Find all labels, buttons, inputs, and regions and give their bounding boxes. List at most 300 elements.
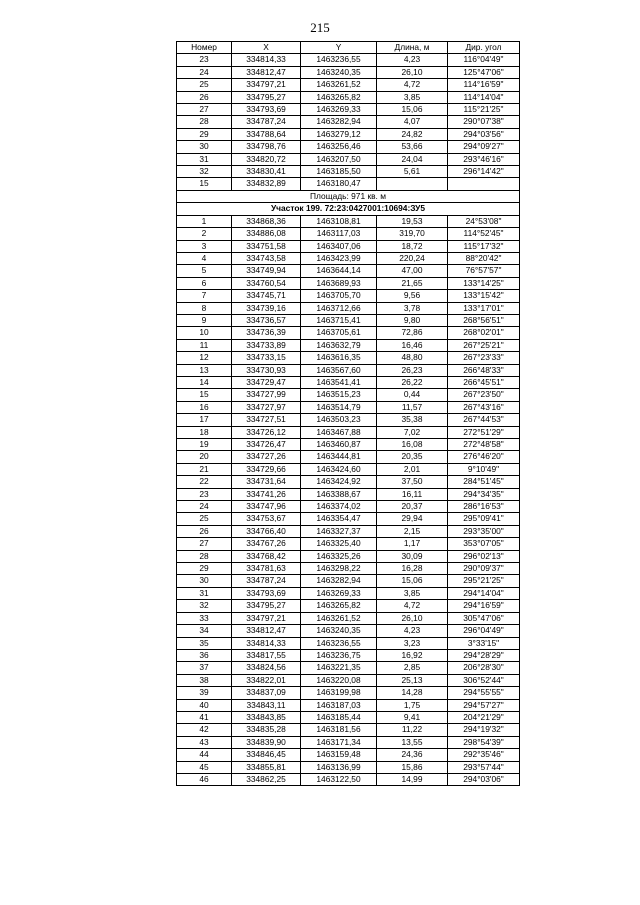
point-number-cell: 29 xyxy=(177,128,232,140)
table-row xyxy=(177,153,520,165)
y-cell: 1463265,82 xyxy=(301,600,377,612)
y-cell: 1463269,33 xyxy=(301,104,377,116)
table-row xyxy=(177,290,520,302)
table-row xyxy=(177,91,520,103)
y-cell: 1463715,41 xyxy=(301,314,377,326)
x-cell: 334733,89 xyxy=(232,339,301,351)
point-number-cell: 30 xyxy=(177,141,232,153)
angle-cell: 204°21'29" xyxy=(448,711,520,723)
length-cell: 2,15 xyxy=(377,525,448,537)
x-cell: 334766,40 xyxy=(232,525,301,537)
length-cell: 24,82 xyxy=(377,128,448,140)
page-number: 215 xyxy=(310,20,330,35)
header-number: Номер xyxy=(177,42,232,54)
y-cell: 1463136,99 xyxy=(301,761,377,773)
table-row xyxy=(177,265,520,277)
angle-cell: 268°02'01" xyxy=(448,327,520,339)
x-cell: 334787,24 xyxy=(232,116,301,128)
table-header-row xyxy=(177,42,520,54)
table-row xyxy=(177,314,520,326)
y-cell: 1463236,75 xyxy=(301,649,377,661)
point-number-cell: 26 xyxy=(177,91,232,103)
length-cell: 26,10 xyxy=(377,612,448,624)
angle-cell: 353°07'05" xyxy=(448,538,520,550)
table-row xyxy=(177,327,520,339)
angle-cell: 268°56'51" xyxy=(448,314,520,326)
length-cell: 14,28 xyxy=(377,687,448,699)
y-cell: 1463185,50 xyxy=(301,166,377,178)
angle-cell: 267°43'16" xyxy=(448,401,520,413)
x-cell: 334745,71 xyxy=(232,290,301,302)
x-cell: 334739,16 xyxy=(232,302,301,314)
y-cell: 1463689,93 xyxy=(301,277,377,289)
length-cell: 13,55 xyxy=(377,736,448,748)
y-cell: 1463705,70 xyxy=(301,290,377,302)
point-number-cell: 25 xyxy=(177,79,232,91)
angle-cell: 276°46'20" xyxy=(448,451,520,463)
length-cell: 53,66 xyxy=(377,141,448,153)
length-cell: 20,37 xyxy=(377,501,448,513)
table-row xyxy=(177,761,520,773)
point-number-cell: 30 xyxy=(177,575,232,587)
y-cell: 1463514,79 xyxy=(301,401,377,413)
y-cell: 1463567,60 xyxy=(301,364,377,376)
table-row xyxy=(177,773,520,785)
length-cell: 9,56 xyxy=(377,290,448,302)
length-cell: 0,44 xyxy=(377,389,448,401)
angle-cell xyxy=(448,178,520,190)
y-cell: 1463632,79 xyxy=(301,339,377,351)
x-cell: 334751,58 xyxy=(232,240,301,252)
y-cell: 1463185,44 xyxy=(301,711,377,723)
angle-cell: 267°23'50" xyxy=(448,389,520,401)
angle-cell: 3°33'15" xyxy=(448,637,520,649)
table-row xyxy=(177,451,520,463)
angle-cell: 266°48'33" xyxy=(448,364,520,376)
angle-cell: 294°19'32" xyxy=(448,724,520,736)
point-number-cell: 4 xyxy=(177,252,232,264)
point-number-cell: 11 xyxy=(177,339,232,351)
point-number-cell: 37 xyxy=(177,662,232,674)
y-cell: 1463460,87 xyxy=(301,439,377,451)
length-cell: 19,53 xyxy=(377,215,448,227)
table-row xyxy=(177,612,520,624)
x-cell: 334727,26 xyxy=(232,451,301,463)
angle-cell: 296°02'13" xyxy=(448,550,520,562)
x-cell: 334749,94 xyxy=(232,265,301,277)
length-cell: 15,06 xyxy=(377,575,448,587)
y-cell: 1463180,47 xyxy=(301,178,377,190)
length-cell: 16,11 xyxy=(377,488,448,500)
point-number-cell: 34 xyxy=(177,625,232,637)
angle-cell: 290°07'38" xyxy=(448,116,520,128)
x-cell: 334727,97 xyxy=(232,401,301,413)
x-cell: 334817,55 xyxy=(232,649,301,661)
point-number-cell: 5 xyxy=(177,265,232,277)
point-number-cell: 28 xyxy=(177,116,232,128)
y-cell: 1463644,14 xyxy=(301,265,377,277)
angle-cell: 206°28'30" xyxy=(448,662,520,674)
x-cell: 334797,21 xyxy=(232,79,301,91)
point-number-cell: 33 xyxy=(177,612,232,624)
length-cell: 24,36 xyxy=(377,749,448,761)
y-cell: 1463256,46 xyxy=(301,141,377,153)
point-number-cell: 23 xyxy=(177,488,232,500)
table-row xyxy=(177,724,520,736)
length-cell: 220,24 xyxy=(377,252,448,264)
length-cell: 14,99 xyxy=(377,773,448,785)
angle-cell: 133°14'25" xyxy=(448,277,520,289)
table-row xyxy=(177,178,520,190)
x-cell: 334736,57 xyxy=(232,314,301,326)
section-1-rows xyxy=(177,54,520,190)
table-row xyxy=(177,711,520,723)
table-row xyxy=(177,66,520,78)
length-cell: 26,23 xyxy=(377,364,448,376)
x-cell: 334868,36 xyxy=(232,215,301,227)
angle-cell: 284°51'45" xyxy=(448,476,520,488)
area-label: Площадь: 971 кв. м xyxy=(177,190,520,202)
table-row xyxy=(177,637,520,649)
x-cell: 334726,47 xyxy=(232,439,301,451)
x-cell: 334839,90 xyxy=(232,736,301,748)
table-row xyxy=(177,538,520,550)
x-cell: 334822,01 xyxy=(232,674,301,686)
angle-cell: 295°09'41" xyxy=(448,513,520,525)
table-row xyxy=(177,488,520,500)
x-cell: 334820,72 xyxy=(232,153,301,165)
point-number-cell: 7 xyxy=(177,290,232,302)
y-cell: 1463207,50 xyxy=(301,153,377,165)
point-number-cell: 2 xyxy=(177,228,232,240)
angle-cell: 306°52'44" xyxy=(448,674,520,686)
point-number-cell: 28 xyxy=(177,550,232,562)
length-cell: 29,94 xyxy=(377,513,448,525)
angle-cell: 115°17'32" xyxy=(448,240,520,252)
point-number-cell: 45 xyxy=(177,761,232,773)
x-cell: 334729,66 xyxy=(232,463,301,475)
y-cell: 1463298,22 xyxy=(301,563,377,575)
length-cell: 1,17 xyxy=(377,538,448,550)
length-cell: 5,61 xyxy=(377,166,448,178)
point-number-cell: 12 xyxy=(177,352,232,364)
length-cell: 3,23 xyxy=(377,637,448,649)
angle-cell: 115°21'25" xyxy=(448,104,520,116)
table-row xyxy=(177,389,520,401)
x-cell: 334787,24 xyxy=(232,575,301,587)
point-number-cell: 1 xyxy=(177,215,232,227)
x-cell: 334726,12 xyxy=(232,426,301,438)
header-direction-angle: Дир. угол xyxy=(448,42,520,54)
point-number-cell: 40 xyxy=(177,699,232,711)
length-cell: 35,38 xyxy=(377,414,448,426)
point-number-cell: 9 xyxy=(177,314,232,326)
y-cell: 1463374,02 xyxy=(301,501,377,513)
x-cell: 334795,27 xyxy=(232,91,301,103)
length-cell: 15,06 xyxy=(377,104,448,116)
x-cell: 334727,51 xyxy=(232,414,301,426)
x-cell: 334855,81 xyxy=(232,761,301,773)
length-cell: 4,23 xyxy=(377,625,448,637)
point-number-cell: 38 xyxy=(177,674,232,686)
table-row xyxy=(177,625,520,637)
y-cell: 1463712,66 xyxy=(301,302,377,314)
y-cell: 1463282,94 xyxy=(301,116,377,128)
angle-cell: 267°44'53" xyxy=(448,414,520,426)
point-number-cell: 6 xyxy=(177,277,232,289)
table-row xyxy=(177,141,520,153)
point-number-cell: 15 xyxy=(177,178,232,190)
x-cell: 334798,76 xyxy=(232,141,301,153)
length-cell: 16,46 xyxy=(377,339,448,351)
point-number-cell: 24 xyxy=(177,501,232,513)
y-cell: 1463240,35 xyxy=(301,66,377,78)
x-cell: 334729,47 xyxy=(232,376,301,388)
y-cell: 1463261,52 xyxy=(301,612,377,624)
angle-cell: 125°47'06" xyxy=(448,66,520,78)
table-row xyxy=(177,240,520,252)
angle-cell: 272°51'29" xyxy=(448,426,520,438)
length-cell: 3,85 xyxy=(377,91,448,103)
y-cell: 1463282,94 xyxy=(301,575,377,587)
length-cell: 30,09 xyxy=(377,550,448,562)
y-cell: 1463187,03 xyxy=(301,699,377,711)
x-cell: 334753,67 xyxy=(232,513,301,525)
point-number-cell: 32 xyxy=(177,166,232,178)
x-cell: 334797,21 xyxy=(232,612,301,624)
x-cell: 334736,39 xyxy=(232,327,301,339)
angle-cell: 294°03'56" xyxy=(448,128,520,140)
angle-cell: 294°03'06" xyxy=(448,773,520,785)
x-cell: 334814,33 xyxy=(232,54,301,66)
point-number-cell: 26 xyxy=(177,525,232,537)
angle-cell: 298°54'39" xyxy=(448,736,520,748)
angle-cell: 296°04'49" xyxy=(448,625,520,637)
x-cell: 334743,58 xyxy=(232,252,301,264)
point-number-cell: 22 xyxy=(177,476,232,488)
length-cell: 16,08 xyxy=(377,439,448,451)
x-cell: 334768,42 xyxy=(232,550,301,562)
point-number-cell: 35 xyxy=(177,637,232,649)
x-cell: 334767,26 xyxy=(232,538,301,550)
length-cell xyxy=(377,178,448,190)
angle-cell: 266°45'51" xyxy=(448,376,520,388)
y-cell: 1463220,08 xyxy=(301,674,377,686)
table-row xyxy=(177,575,520,587)
section-2-rows xyxy=(177,215,520,786)
x-cell: 334795,27 xyxy=(232,600,301,612)
angle-cell: 296°14'42" xyxy=(448,166,520,178)
table-row xyxy=(177,525,520,537)
point-number-cell: 27 xyxy=(177,104,232,116)
point-number-cell: 14 xyxy=(177,376,232,388)
angle-cell: 133°17'01" xyxy=(448,302,520,314)
y-cell: 1463261,52 xyxy=(301,79,377,91)
y-cell: 1463515,23 xyxy=(301,389,377,401)
angle-cell: 286°16'53" xyxy=(448,501,520,513)
table-row xyxy=(177,228,520,240)
length-cell: 4,07 xyxy=(377,116,448,128)
table-row xyxy=(177,376,520,388)
table-row xyxy=(177,116,520,128)
length-cell: 18,72 xyxy=(377,240,448,252)
table-row xyxy=(177,463,520,475)
angle-cell: 293°57'44" xyxy=(448,761,520,773)
length-cell: 2,01 xyxy=(377,463,448,475)
point-number-cell: 25 xyxy=(177,513,232,525)
point-number-cell: 29 xyxy=(177,563,232,575)
angle-cell: 116°04'49" xyxy=(448,54,520,66)
x-cell: 334731,64 xyxy=(232,476,301,488)
length-cell: 37,50 xyxy=(377,476,448,488)
angle-cell: 295°21'25" xyxy=(448,575,520,587)
x-cell: 334741,26 xyxy=(232,488,301,500)
point-number-cell: 43 xyxy=(177,736,232,748)
table-row xyxy=(177,339,520,351)
y-cell: 1463236,55 xyxy=(301,54,377,66)
x-cell: 334832,89 xyxy=(232,178,301,190)
table-row xyxy=(177,426,520,438)
length-cell: 16,92 xyxy=(377,649,448,661)
length-cell: 319,70 xyxy=(377,228,448,240)
point-number-cell: 20 xyxy=(177,451,232,463)
point-number-cell: 23 xyxy=(177,54,232,66)
angle-cell: 133°15'42" xyxy=(448,290,520,302)
y-cell: 1463269,33 xyxy=(301,587,377,599)
y-cell: 1463354,47 xyxy=(301,513,377,525)
y-cell: 1463159,48 xyxy=(301,749,377,761)
length-cell: 7,02 xyxy=(377,426,448,438)
length-cell: 15,86 xyxy=(377,761,448,773)
angle-cell: 293°46'16" xyxy=(448,153,520,165)
y-cell: 1463503,23 xyxy=(301,414,377,426)
table-row xyxy=(177,128,520,140)
x-cell: 334793,69 xyxy=(232,587,301,599)
y-cell: 1463424,60 xyxy=(301,463,377,475)
x-cell: 334843,11 xyxy=(232,699,301,711)
y-cell: 1463122,50 xyxy=(301,773,377,785)
point-number-cell: 41 xyxy=(177,711,232,723)
angle-cell: 272°48'58" xyxy=(448,439,520,451)
angle-cell: 9°10'49" xyxy=(448,463,520,475)
angle-cell: 294°57'27" xyxy=(448,699,520,711)
table-row xyxy=(177,649,520,661)
point-number-cell: 31 xyxy=(177,587,232,599)
point-number-cell: 10 xyxy=(177,327,232,339)
length-cell: 4,23 xyxy=(377,54,448,66)
table-row xyxy=(177,166,520,178)
table-row xyxy=(177,674,520,686)
y-cell: 1463541,41 xyxy=(301,376,377,388)
x-cell: 334812,47 xyxy=(232,625,301,637)
angle-cell: 290°09'37" xyxy=(448,563,520,575)
x-cell: 334835,28 xyxy=(232,724,301,736)
header-length: Длина, м xyxy=(377,42,448,54)
table-row xyxy=(177,364,520,376)
header-y: Y xyxy=(301,42,377,54)
y-cell: 1463181,56 xyxy=(301,724,377,736)
table-row xyxy=(177,513,520,525)
y-cell: 1463236,55 xyxy=(301,637,377,649)
y-cell: 1463279,12 xyxy=(301,128,377,140)
table-row xyxy=(177,476,520,488)
length-cell: 26,10 xyxy=(377,66,448,78)
y-cell: 1463616,35 xyxy=(301,352,377,364)
table-row xyxy=(177,79,520,91)
table-row xyxy=(177,252,520,264)
point-number-cell: 19 xyxy=(177,439,232,451)
plot-title: Участок 199. 72:23:0427001:10694:ЗУ5 xyxy=(177,203,520,215)
angle-cell: 114°14'04" xyxy=(448,91,520,103)
angle-cell: 292°35'46" xyxy=(448,749,520,761)
angle-cell: 294°09'27" xyxy=(448,141,520,153)
angle-cell: 294°28'29" xyxy=(448,649,520,661)
point-number-cell: 21 xyxy=(177,463,232,475)
point-number-cell: 44 xyxy=(177,749,232,761)
angle-cell: 24°53'08" xyxy=(448,215,520,227)
table-row xyxy=(177,600,520,612)
x-cell: 334727,99 xyxy=(232,389,301,401)
y-cell: 1463240,35 xyxy=(301,625,377,637)
length-cell: 24,04 xyxy=(377,153,448,165)
coordinates-table xyxy=(176,41,520,786)
table-row xyxy=(177,439,520,451)
angle-cell: 114°16'59" xyxy=(448,79,520,91)
section-divider xyxy=(177,190,520,215)
point-number-cell: 3 xyxy=(177,240,232,252)
length-cell: 48,80 xyxy=(377,352,448,364)
point-number-cell: 32 xyxy=(177,600,232,612)
length-cell: 3,78 xyxy=(377,302,448,314)
x-cell: 334843,85 xyxy=(232,711,301,723)
x-cell: 334788,64 xyxy=(232,128,301,140)
x-cell: 334812,47 xyxy=(232,66,301,78)
y-cell: 1463705,61 xyxy=(301,327,377,339)
point-number-cell: 8 xyxy=(177,302,232,314)
x-cell: 334760,54 xyxy=(232,277,301,289)
table-row xyxy=(177,736,520,748)
x-cell: 334793,69 xyxy=(232,104,301,116)
x-cell: 334862,25 xyxy=(232,773,301,785)
y-cell: 1463423,99 xyxy=(301,252,377,264)
angle-cell: 267°23'33" xyxy=(448,352,520,364)
y-cell: 1463108,81 xyxy=(301,215,377,227)
y-cell: 1463221,35 xyxy=(301,662,377,674)
y-cell: 1463327,37 xyxy=(301,525,377,537)
y-cell: 1463171,34 xyxy=(301,736,377,748)
angle-cell: 76°57'57" xyxy=(448,265,520,277)
length-cell: 26,22 xyxy=(377,376,448,388)
point-number-cell: 15 xyxy=(177,389,232,401)
table-row xyxy=(177,687,520,699)
y-cell: 1463199,98 xyxy=(301,687,377,699)
length-cell: 25,13 xyxy=(377,674,448,686)
x-cell: 334886,08 xyxy=(232,228,301,240)
angle-cell: 294°55'55" xyxy=(448,687,520,699)
y-cell: 1463444,81 xyxy=(301,451,377,463)
point-number-cell: 13 xyxy=(177,364,232,376)
x-cell: 334814,33 xyxy=(232,637,301,649)
length-cell: 4,72 xyxy=(377,600,448,612)
point-number-cell: 27 xyxy=(177,538,232,550)
plot-title-row xyxy=(177,203,520,215)
point-number-cell: 18 xyxy=(177,426,232,438)
y-cell: 1463424,92 xyxy=(301,476,377,488)
table-row xyxy=(177,662,520,674)
x-cell: 334733,15 xyxy=(232,352,301,364)
x-cell: 334846,45 xyxy=(232,749,301,761)
y-cell: 1463407,06 xyxy=(301,240,377,252)
